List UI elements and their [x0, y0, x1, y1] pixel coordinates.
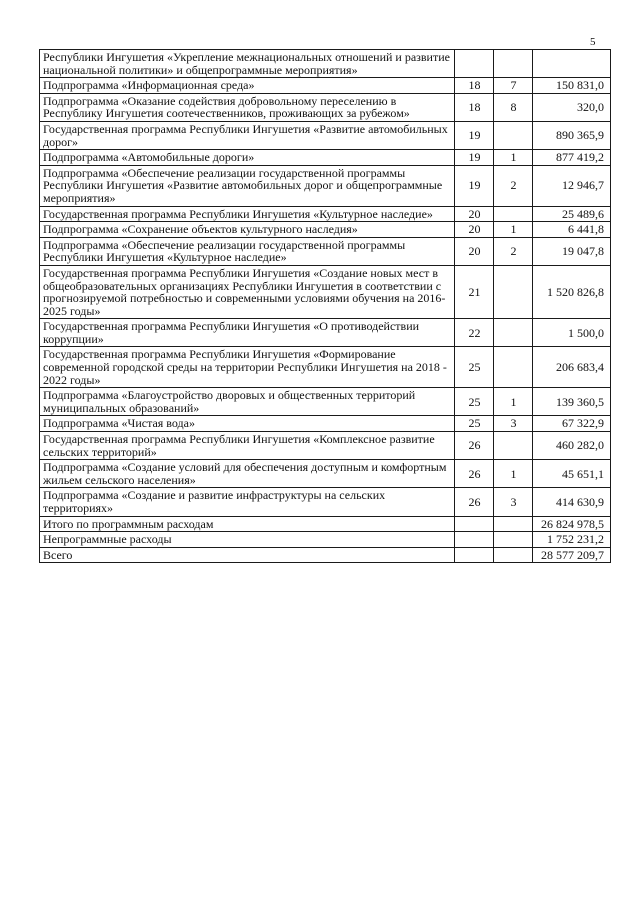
program-code-cell: 26	[455, 488, 494, 516]
program-name-cell: Подпрограмма «Благоустройство дворовых и общественных территорий муниципальных образований»	[40, 388, 455, 416]
program-code-cell: 20	[455, 222, 494, 238]
table-row	[40, 78, 611, 94]
program-code-cell: 26	[455, 432, 494, 460]
table-row	[40, 432, 611, 460]
program-code-cell	[455, 547, 494, 563]
amount-cell: 139 360,5	[533, 388, 611, 416]
table-row	[40, 50, 611, 78]
subprogram-code-cell: 1	[494, 150, 533, 166]
program-code-cell: 18	[455, 78, 494, 94]
amount-cell: 19 047,8	[533, 237, 611, 265]
amount-cell: 460 282,0	[533, 432, 611, 460]
program-name-cell: Итого по программным расходам	[40, 516, 455, 532]
amount-cell: 414 630,9	[533, 488, 611, 516]
program-name-cell: Республики Ингушетия «Укрепление межнациональных отношений и развитие национальной политики» и общепрограммные мероприятия»	[40, 50, 455, 78]
table-row	[40, 265, 611, 318]
program-code-cell	[455, 516, 494, 532]
budget-table-body	[40, 50, 611, 563]
table-row	[40, 222, 611, 238]
table-row	[40, 93, 611, 121]
amount-cell: 67 322,9	[533, 416, 611, 432]
program-code-cell: 20	[455, 206, 494, 222]
subprogram-code-cell	[494, 319, 533, 347]
program-name-cell: Подпрограмма «Сохранение объектов культурного наследия»	[40, 222, 455, 238]
subprogram-code-cell	[494, 50, 533, 78]
subprogram-code-cell: 1	[494, 388, 533, 416]
program-name-cell: Подпрограмма «Оказание содействия добровольному переселению в Республику Ингушетия соотечественников, проживающих за рубежом»	[40, 93, 455, 121]
program-code-cell: 22	[455, 319, 494, 347]
program-code-cell: 19	[455, 165, 494, 206]
table-row	[40, 460, 611, 488]
table-row	[40, 237, 611, 265]
subprogram-code-cell: 3	[494, 488, 533, 516]
program-code-cell: 18	[455, 93, 494, 121]
subprogram-code-cell: 2	[494, 165, 533, 206]
program-name-cell: Государственная программа Республики Ингушетия «Создание новых мест в общеобразовательных организациях Республики Ингушетия в соответствии с прогнозируемой потребностью и современными условиями обучения на 2016-2025 годы»	[40, 265, 455, 318]
page-number: 5	[590, 36, 596, 48]
program-name-cell: Подпрограмма «Обеспечение реализации государственной программы Республики Ингушетия «Развитие автомобильных дорог и общепрограммные мероприятия»	[40, 165, 455, 206]
subprogram-code-cell	[494, 121, 533, 149]
amount-cell: 26 824 978,5	[533, 516, 611, 532]
program-name-cell: Государственная программа Республики Ингушетия «Комплексное развитие сельских территорий»	[40, 432, 455, 460]
total-row-programs	[40, 516, 611, 532]
subprogram-code-cell: 8	[494, 93, 533, 121]
program-name-cell: Подпрограмма «Обеспечение реализации государственной программы Республики Ингушетия «Культурное наследие»	[40, 237, 455, 265]
table-row	[40, 416, 611, 432]
program-code-cell: 25	[455, 416, 494, 432]
grand-total-row	[40, 547, 611, 563]
program-code-cell	[455, 50, 494, 78]
subprogram-code-cell	[494, 265, 533, 318]
amount-cell: 877 419,2	[533, 150, 611, 166]
subprogram-code-cell	[494, 206, 533, 222]
amount-cell: 12 946,7	[533, 165, 611, 206]
program-code-cell: 25	[455, 388, 494, 416]
table-row	[40, 206, 611, 222]
amount-cell: 45 651,1	[533, 460, 611, 488]
program-name-cell: Государственная программа Республики Ингушетия «Культурное наследие»	[40, 206, 455, 222]
subprogram-code-cell	[494, 532, 533, 548]
table-row	[40, 165, 611, 206]
total-row-nonprogram	[40, 532, 611, 548]
subprogram-code-cell	[494, 516, 533, 532]
amount-cell: 1 752 231,2	[533, 532, 611, 548]
subprogram-code-cell	[494, 547, 533, 563]
program-code-cell: 20	[455, 237, 494, 265]
table-row	[40, 488, 611, 516]
subprogram-code-cell	[494, 432, 533, 460]
amount-cell: 890 365,9	[533, 121, 611, 149]
budget-table	[39, 49, 611, 563]
amount-cell: 28 577 209,7	[533, 547, 611, 563]
table-row	[40, 388, 611, 416]
program-name-cell: Подпрограмма «Чистая вода»	[40, 416, 455, 432]
program-name-cell: Государственная программа Республики Ингушетия «Формирование современной городской среды на территории Республики Ингушетия на 2018 - 2022 годы»	[40, 347, 455, 388]
program-code-cell: 25	[455, 347, 494, 388]
program-name-cell: Подпрограмма «Создание условий для обеспечения доступным и комфортным жильем сельского населения»	[40, 460, 455, 488]
subprogram-code-cell: 3	[494, 416, 533, 432]
program-code-cell: 21	[455, 265, 494, 318]
program-code-cell: 26	[455, 460, 494, 488]
program-code-cell	[455, 532, 494, 548]
subprogram-code-cell: 2	[494, 237, 533, 265]
amount-cell: 206 683,4	[533, 347, 611, 388]
table-row	[40, 319, 611, 347]
program-code-cell: 19	[455, 121, 494, 149]
program-name-cell: Государственная программа Республики Ингушетия «О противодействии коррупции»	[40, 319, 455, 347]
amount-cell: 1 500,0	[533, 319, 611, 347]
program-name-cell: Государственная программа Республики Ингушетия «Развитие автомобильных дорог»	[40, 121, 455, 149]
amount-cell: 320,0	[533, 93, 611, 121]
program-name-cell: Подпрограмма «Создание и развитие инфраструктуры на сельских территориях»	[40, 488, 455, 516]
amount-cell: 6 441,8	[533, 222, 611, 238]
amount-cell: 25 489,6	[533, 206, 611, 222]
amount-cell: 1 520 826,8	[533, 265, 611, 318]
subprogram-code-cell: 7	[494, 78, 533, 94]
amount-cell	[533, 50, 611, 78]
table-row	[40, 150, 611, 166]
subprogram-code-cell: 1	[494, 460, 533, 488]
table-row	[40, 347, 611, 388]
program-name-cell: Подпрограмма «Информационная среда»	[40, 78, 455, 94]
subprogram-code-cell	[494, 347, 533, 388]
program-name-cell: Подпрограмма «Автомобильные дороги»	[40, 150, 455, 166]
table-row	[40, 121, 611, 149]
subprogram-code-cell: 1	[494, 222, 533, 238]
program-code-cell: 19	[455, 150, 494, 166]
amount-cell: 150 831,0	[533, 78, 611, 94]
program-name-cell: Непрограммные расходы	[40, 532, 455, 548]
program-name-cell: Всего	[40, 547, 455, 563]
